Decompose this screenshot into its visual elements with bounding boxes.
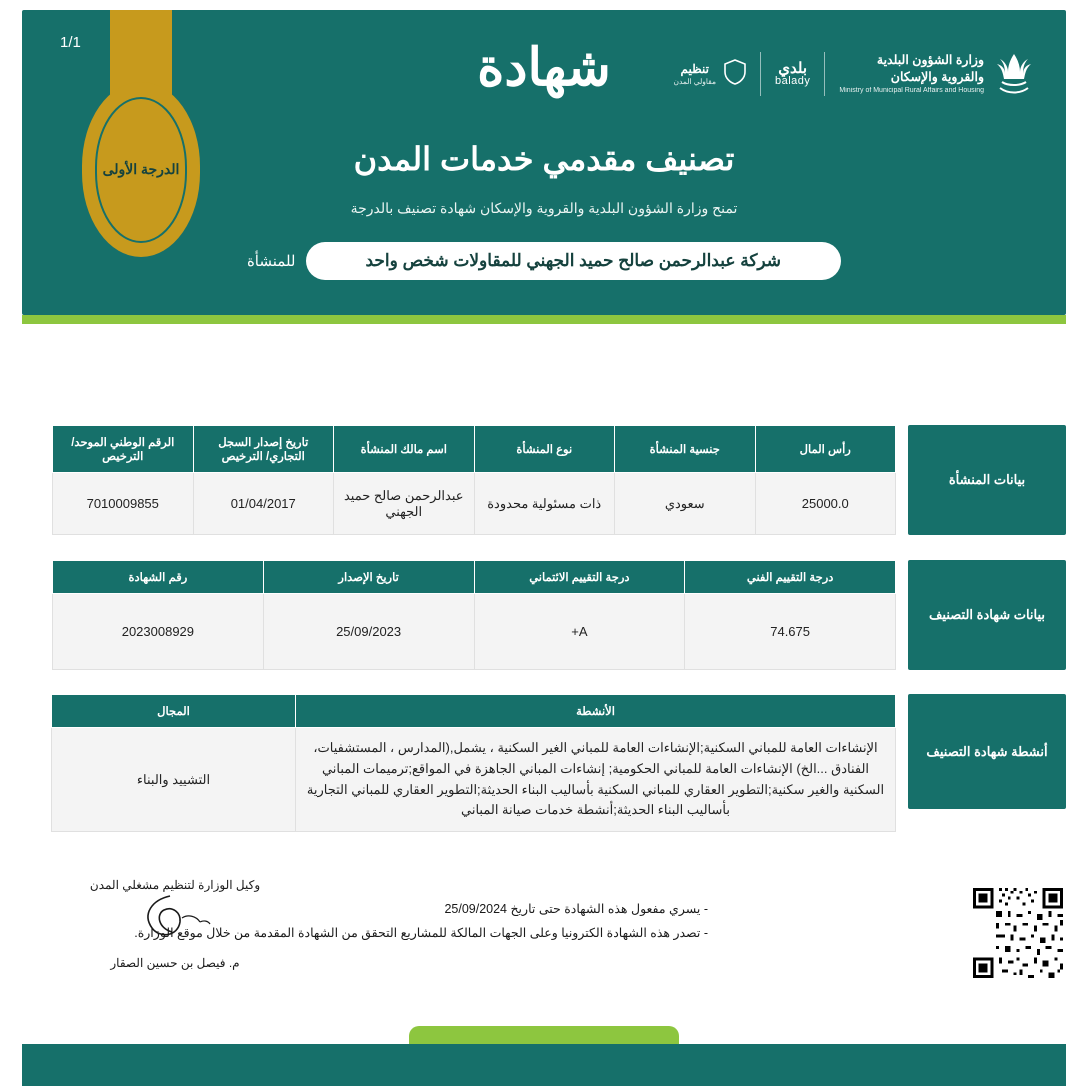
section-activities [22,694,1066,818]
header-accent-bar [22,315,1066,324]
td-field: التشييد والبناء [52,728,296,832]
signature-mark-icon [60,892,290,954]
ministry-label-en: Ministry of Municipal Rural Affairs and Housing [839,87,984,95]
td-owner-name: عبدالرحمن صالح حميد الجهني [334,473,475,535]
table-row [52,728,896,832]
th-entity-type: نوع المنشأة [474,426,615,473]
certificate-header [22,10,1066,315]
td-nationality: سعودي [615,473,756,535]
qr-code-icon [970,885,1066,981]
balady-label-ar: بلدي [778,60,808,77]
table-header-row [53,561,896,594]
th-capital: رأس المال [755,426,896,473]
th-technical-score: درجة التقييم الفني [685,561,896,594]
grade-medal [82,82,200,257]
th-credit-score: درجة التقييم الائتماني [474,561,685,594]
activities-table [51,694,896,832]
table-row [53,473,896,535]
balady-label-en: balady [774,75,811,87]
td-capital: 25000.0 [755,473,896,535]
balady-logo [775,61,810,87]
footer-tab-decoration [409,1026,679,1044]
logo-divider-2 [824,52,825,96]
logo-group [673,50,1036,98]
td-cr-issue-date: 01/04/2017 [193,473,334,535]
tanzeem-label-1: تنظيم [680,62,709,77]
certificate-table [52,560,896,670]
td-issue-date: 25/09/2023 [263,594,474,670]
ministry-label-line1: وزارة الشؤون البلدية [876,53,984,68]
th-cr-issue-date: تاريخ إصدار السجل التجاري/ الترخيص [193,426,334,473]
th-certificate-number: رقم الشهادة [53,561,264,594]
ministry-logo [839,50,1036,98]
certificate-subtitle: تصنيف مقدمي خدمات المدن [353,141,735,177]
td-unified-number: 7010009855 [53,473,194,535]
signature-title: وكيل الوزارة لتنظيم مشغلي المدن [89,878,261,892]
validity-note: - يسري مفعول هذه الشهادة حتى تاريخ 25/09/2024 [444,902,708,916]
certificate-title: شهادة [477,39,611,97]
establishment-table [52,425,896,535]
th-field: المجال [52,695,296,728]
td-technical-score: 74.675 [685,594,896,670]
entity-label: للمنشأة [246,253,296,270]
th-unified-number: الرقم الوطني الموحد/ الترخيص [53,426,194,473]
td-entity-type: ذات مسئولية محدودة [474,473,615,535]
palm-emblem-icon [992,50,1036,98]
td-certificate-number: 2023008929 [53,594,264,670]
verification-note: - تصدر هذه الشهادة الكترونيا وعلى الجهات المالكة للمشاريع التحقق من الشهادة المقدمة من خلال موقع الوزارة. [134,925,708,940]
certificate-description: تمنح وزارة الشؤون البلدية والقروية والإسكان شهادة تصنيف بالدرجة [350,200,738,216]
table-row [53,594,896,670]
grade-medal-label: الدرجة الأولى [102,161,180,177]
th-activities: الأنشطة [296,695,896,728]
section-activities-tag: أنشطة شهادة التصنيف [908,694,1066,809]
th-nationality: جنسية المنشأة [615,426,756,473]
entity-name: شركة عبدالرحمن صالح حميد الجهني للمقاولات شخص واحد [306,242,842,280]
shield-icon [724,59,746,90]
th-issue-date: تاريخ الإصدار [263,561,474,594]
grade-medal-inner [95,97,187,243]
page-number: 1/1 [60,34,81,51]
table-header-row [52,695,896,728]
signature-block [60,878,290,970]
tanzeem-logo [673,59,746,90]
section-establishment-tag: بيانات المنشأة [908,425,1066,535]
section-establishment [22,425,1066,535]
entity-row [22,242,1066,280]
td-credit-score: A+ [474,594,685,670]
logo-divider-1 [760,52,761,96]
th-owner-name: اسم مالك المنشأة [334,426,475,473]
tanzeem-label-2: مقاولي المدن [673,76,716,86]
ministry-label-line2: والقروية والإسكان [890,70,984,85]
signature-name: م. فيصل بن حسين الصقار [110,956,240,970]
section-certificate [22,560,1066,670]
td-activities: الإنشاءات العامة للمباني السكنية;الإنشاءات العامة للمباني الغير السكنية ، يشمل,(المدارس ، المستشفيات، الفنادق ...الخ) الإنشاءات العامة للمباني الحكومية; إنشاءات المباني الجاهزة في المواقع;ترميمات المباني السكنية والغير سكنية;التطوير العقاري للمباني السكنية بأساليب البناء الحديثة;التطوير العقاري للمباني التجارية بأساليب البناء الحديثة;أنشطة خدمات صيانة المباني [296,728,896,832]
table-header-row [53,426,896,473]
section-certificate-tag: بيانات شهادة التصنيف [908,560,1066,670]
footer-bar [22,1044,1066,1086]
